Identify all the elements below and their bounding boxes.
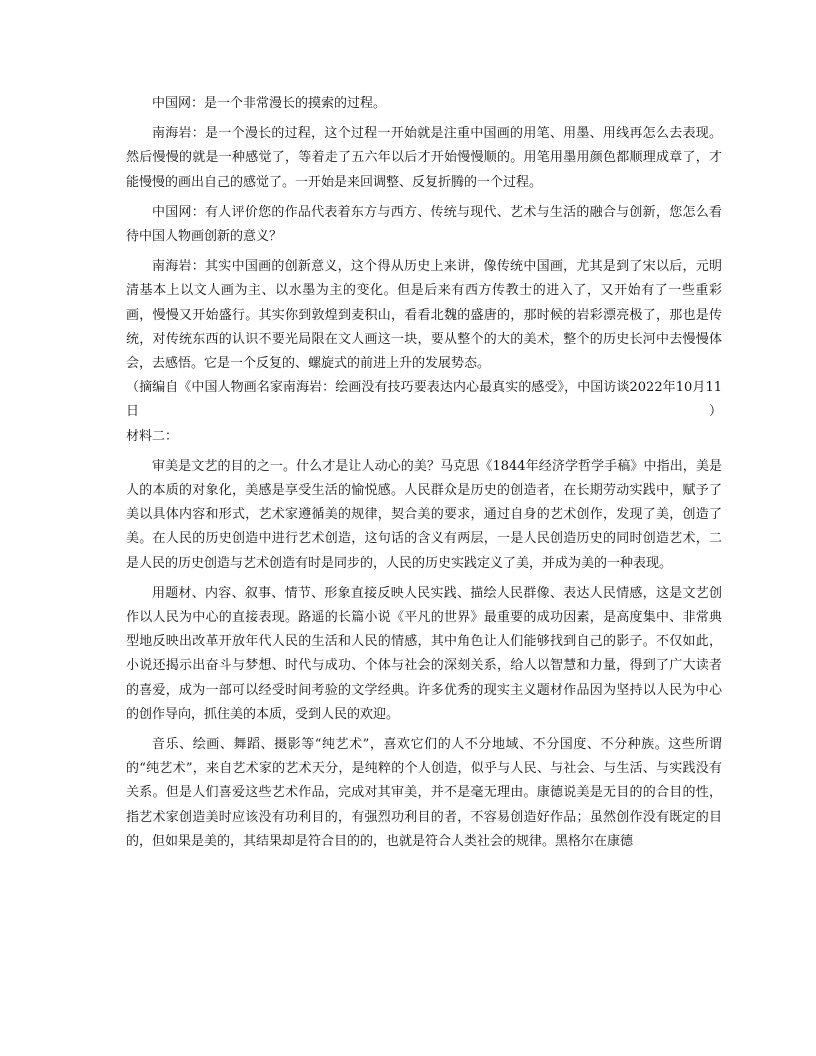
section-heading: 材料二： [126, 428, 179, 444]
interview-answer: 南海岩：是一个漫长的过程，这个过程一开始就是注重中国画的用笔、用墨、用线再怎么去表现。然后慢慢的就是一种感觉了，等着走了五六年以后才开始慢慢顺的。用笔用墨用颜色都顺理成章了，才能慢慢的画出自己的感觉了。一开始是来回调整、反复折腾的一个过程。 [126, 126, 722, 190]
body-paragraph: 审美是文艺的目的之一。什么才是让人动心的美？马克思《1844年经济学哲学手稿》中指出，美是人的本质的对象化，美感是享受生活的愉悦感。人民群众是历史的创造者，在长期劳动实践中，赋予了美以具体内容和形式，艺术家遵循美的规律，契合美的要求，通过自身的艺术创作，发现了美，创造了美。在人民的历史创造中进行艺术创造，这句话的含义有两层，一是人民创造历史的同时创造艺术，二是人民的历史创造与艺术创造有时是同步的，人民的历史实践定义了美，并成为美的一种表现。 [126, 458, 722, 571]
interview-question: 中国网：是一个非常漫长的摸索的过程。 [152, 96, 387, 111]
source-citation: （摘编自《中国人物画名家南海岩：绘画没有技巧要表达内心最真实的感受》，中国访谈2022年10月11日） [126, 380, 722, 420]
interview-answer: 南海岩：其实中国画的创新意义，这个得从历史上来讲，像传统中国画，尤其是到了宋以后，元明清基本上以文人画为主、以水墨为主的变化。但是后来有西方传教士的进入了，又开始有了一些重彩画，慢慢又开始盛行。其实你到敦煌到麦积山，看看北魏的盛唐的，那时候的岩彩漂亮极了，那也是传统，对传统东西的认识不要光局限在文人画这一块，要从整个的大的美术，整个的历史长河中去慢慢体会，去感悟。它是一个反复的、螺旋式的前进上升的发展势态。 [126, 259, 722, 372]
body-paragraph: 用题材、内容、叙事、情节、形象直接反映人民实践、描绘人民群像、表达人民情感，这是文艺创作以人民为中心的直接表现。路遥的长篇小说《平凡的世界》最重要的成功因素，是高度集中、非常典型地反映出改革开放年代人民的生活和人民的情感，其中角色让人们能够找到自己的影子。不仅如此，小说还揭示出奋斗与梦想、时代与成功、个体与社会的深刻关系，给人以智慧和力量，得到了广大读者的喜爱，成为一部可以经受时间考验的文学经典。许多优秀的现实主义题材作品因为坚持以人民为中心的创作导向，抓住美的本质，受到人民的欢迎。 [126, 585, 722, 722]
document-body [126, 92, 722, 854]
body-paragraph: 音乐、绘画、舞蹈、摄影等“纯艺术”，喜欢它们的人不分地域、不分国度、不分种族。这些所谓的“纯艺术”，来自艺术家的艺术天分，是纯粹的个人创造，似乎与人民、与社会、与生活、与实践没有关系。但是人们喜爱这些艺术作品，完成对其审美，并不是毫无理由。康德说美是无目的的合目的性，指艺术家创造美时应该没有功利目的，有强烈功利目的者，不容易创造好作品；虽然创作没有既定的目的，但如果是美的，其结果却是符合目的的，也就是符合人类社会的规律。黑格尔在康德 [126, 737, 722, 849]
interview-question: 中国网：有人评价您的作品代表着东方与西方、传统与现代、艺术与生活的融合与创新，您怎么看待中国人物画创新的意义？ [126, 204, 722, 245]
